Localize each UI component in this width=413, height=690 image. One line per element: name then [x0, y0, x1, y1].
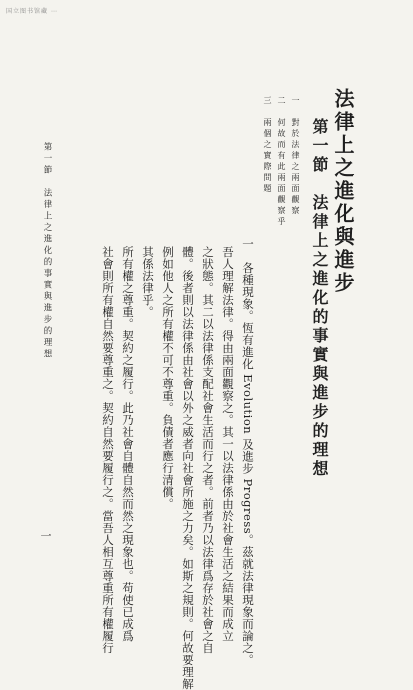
body-line: 所有權之尊重。契約之履行。此乃社會自體自然而然之現象也。苟使已成爲: [121, 246, 135, 642]
body-line: 例如他人之所有權不可不尊重。負債者應行清償。: [161, 246, 175, 510]
body-line: 吾人理解法律。得由兩面觀察之。其一以法律係由於社會生活之結果而成立: [221, 246, 235, 642]
body-line: 之狀態。其二以法律係支配社會生活而行之者。前者乃以法律爲存於社會之自: [201, 246, 215, 654]
running-head: 第一節 法律上之進化的事實與進步的理想: [42, 142, 52, 361]
section-heading: 法律上之進化的事實與進步的理想: [310, 194, 329, 479]
page-number: 一: [39, 530, 52, 541]
body-line: 一 各種現象。恆有進化 Evolution 及進步 Progress。茲就法律現象而論之。: [241, 238, 255, 667]
section-number: 第一節: [310, 118, 329, 175]
outline-item: 一 對於法律之兩面觀察: [291, 96, 300, 217]
body-line: 體。後者則以法律係由社會以外之威者向社會所施之力矣。如斯之規則。何故要理解: [181, 246, 195, 690]
outline-item: 三 兩個之實際問題: [263, 96, 272, 195]
body-line: 社會則所有權自然要尊重之。契約自然要履行之。當吾人相互尊重所有權履行: [101, 246, 115, 654]
outline-item: 二 何故而有此兩面觀察乎: [277, 96, 286, 228]
section-title: [311, 118, 327, 479]
chapter-title: 法律上之進化與進步: [331, 88, 355, 295]
library-stamp: 国立图书馆藏 ⋯: [6, 8, 58, 15]
body-line: 其係法律乎。: [141, 246, 155, 318]
